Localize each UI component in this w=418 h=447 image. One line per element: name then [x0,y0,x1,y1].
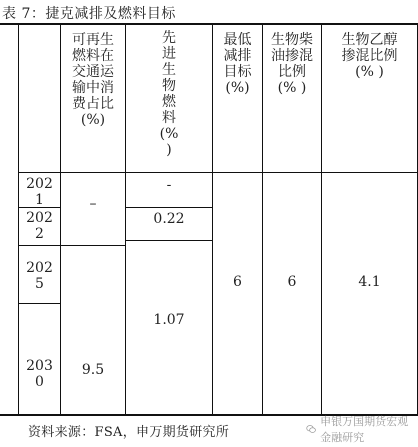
row-year-2021: 202 1 [26,176,53,208]
top-rule [0,23,418,25]
value-renewable-2021-2022: – [89,196,97,212]
value-min-reduction: 6 [233,274,242,290]
header-advanced-biofuel: 先 进 生 物 燃 料 (% ) [159,30,179,158]
wechat-icon [306,422,316,436]
row-divider [18,303,61,304]
row-year-2030: 203 0 [26,358,53,390]
row-divider [18,245,61,246]
grid-line [321,24,322,414]
value-renewable-2030: 9.5 [81,362,105,378]
value-bioethanol-blend: 4.1 [358,274,381,290]
table-title: 表 7：捷克减排及燃料目标 [2,6,176,22]
source-note: 资料来源：FSA，申万期货研究所 [28,425,230,440]
watermark-text: 申银万国期货宏观金融研究 [320,415,409,444]
row-divider [125,240,213,241]
row-divider [60,245,125,246]
value-biodiesel-blend: 6 [287,274,297,290]
value-advanced-2022: 0.22 [153,211,185,227]
header-biodiesel-blend: 生物柴 油掺混 比例 (% ) [271,32,313,96]
value-advanced-2021: - [166,177,172,193]
watermark [306,415,416,444]
row-year-2025: 202 5 [26,260,53,292]
header-min-reduction: 最低 减排 目标 (%) [223,32,252,96]
row-year-2022: 202 2 [26,210,53,242]
header-renewable-share: 可再生 燃料在 交通运 输中消 费占比 (%) [72,32,114,128]
header-divider [18,172,418,173]
value-advanced-2025-2030: 1.07 [153,312,185,328]
row-divider [125,207,213,208]
header-bioethanol-blend: 生物乙醇 掺混比例 (% ) [341,32,398,80]
